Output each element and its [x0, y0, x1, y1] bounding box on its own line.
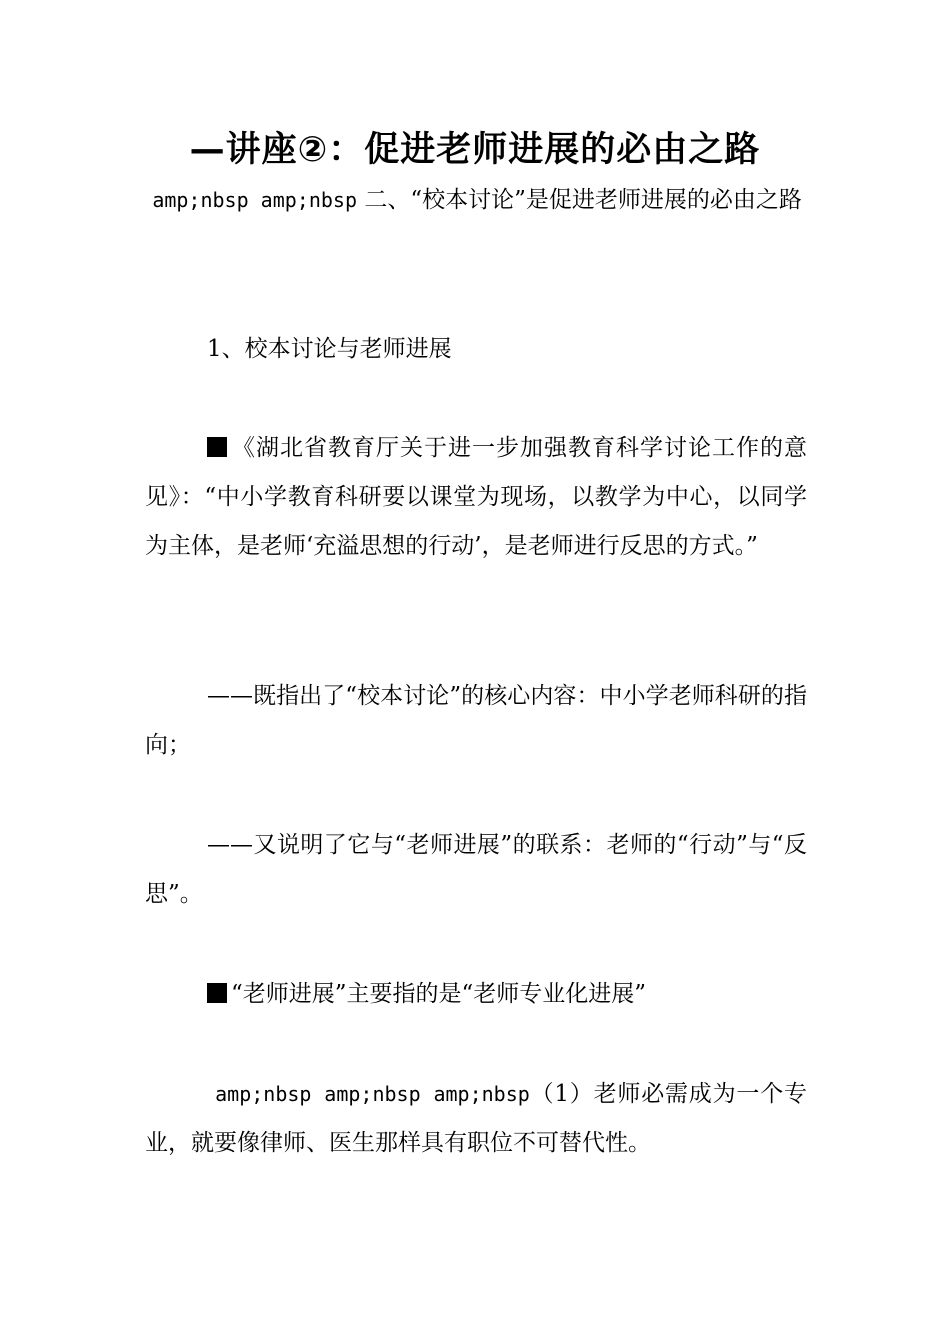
- paragraph-teacher-development: [145, 970, 807, 1019]
- paragraph-text: “老师进展”主要指的是“老师专业化进展”: [231, 981, 647, 1007]
- paragraph-text: 1、校本讨论与老师进展: [207, 336, 452, 362]
- square-bullet-icon: [207, 437, 227, 457]
- square-bullet-icon: [207, 983, 227, 1003]
- paragraph-point-one: [145, 672, 807, 770]
- paragraph-text: （1）老师必需成为一个专业，就要像律师、医生那样具有职位不可替代性。: [145, 1081, 807, 1156]
- paragraph-text: ——既指出了“校本讨论”的核心内容：中小学老师科研的指向；: [145, 683, 807, 758]
- document-title: —讲座②：促进老师进展的必由之路: [189, 130, 761, 170]
- paragraph-subheading: [145, 325, 807, 374]
- paragraph-point-two: [145, 821, 807, 919]
- paragraph-section-heading: [145, 176, 807, 225]
- paragraph-profession: [145, 1070, 807, 1168]
- paragraph-text: 《湖北省教育厅关于进一步加强教育科学讨论工作的意见》：“中小学教育科研要以课堂为现场，以教学为中心，以同学为主体，是老师‘充溢思想的行动’，是老师进行反思的方式。”: [145, 435, 807, 559]
- paragraph-quote: [145, 424, 807, 571]
- paragraph-text: 二、“校本讨论”是促进老师进展的必由之路: [364, 187, 802, 213]
- paragraph-text: ——又说明了它与“老师进展”的联系：老师的“行动”与“反思”。: [145, 832, 807, 907]
- paragraph-prefix: amp;nbsp amp;nbsp: [152, 188, 358, 212]
- paragraph-prefix: amp;nbsp amp;nbsp amp;nbsp: [215, 1082, 530, 1106]
